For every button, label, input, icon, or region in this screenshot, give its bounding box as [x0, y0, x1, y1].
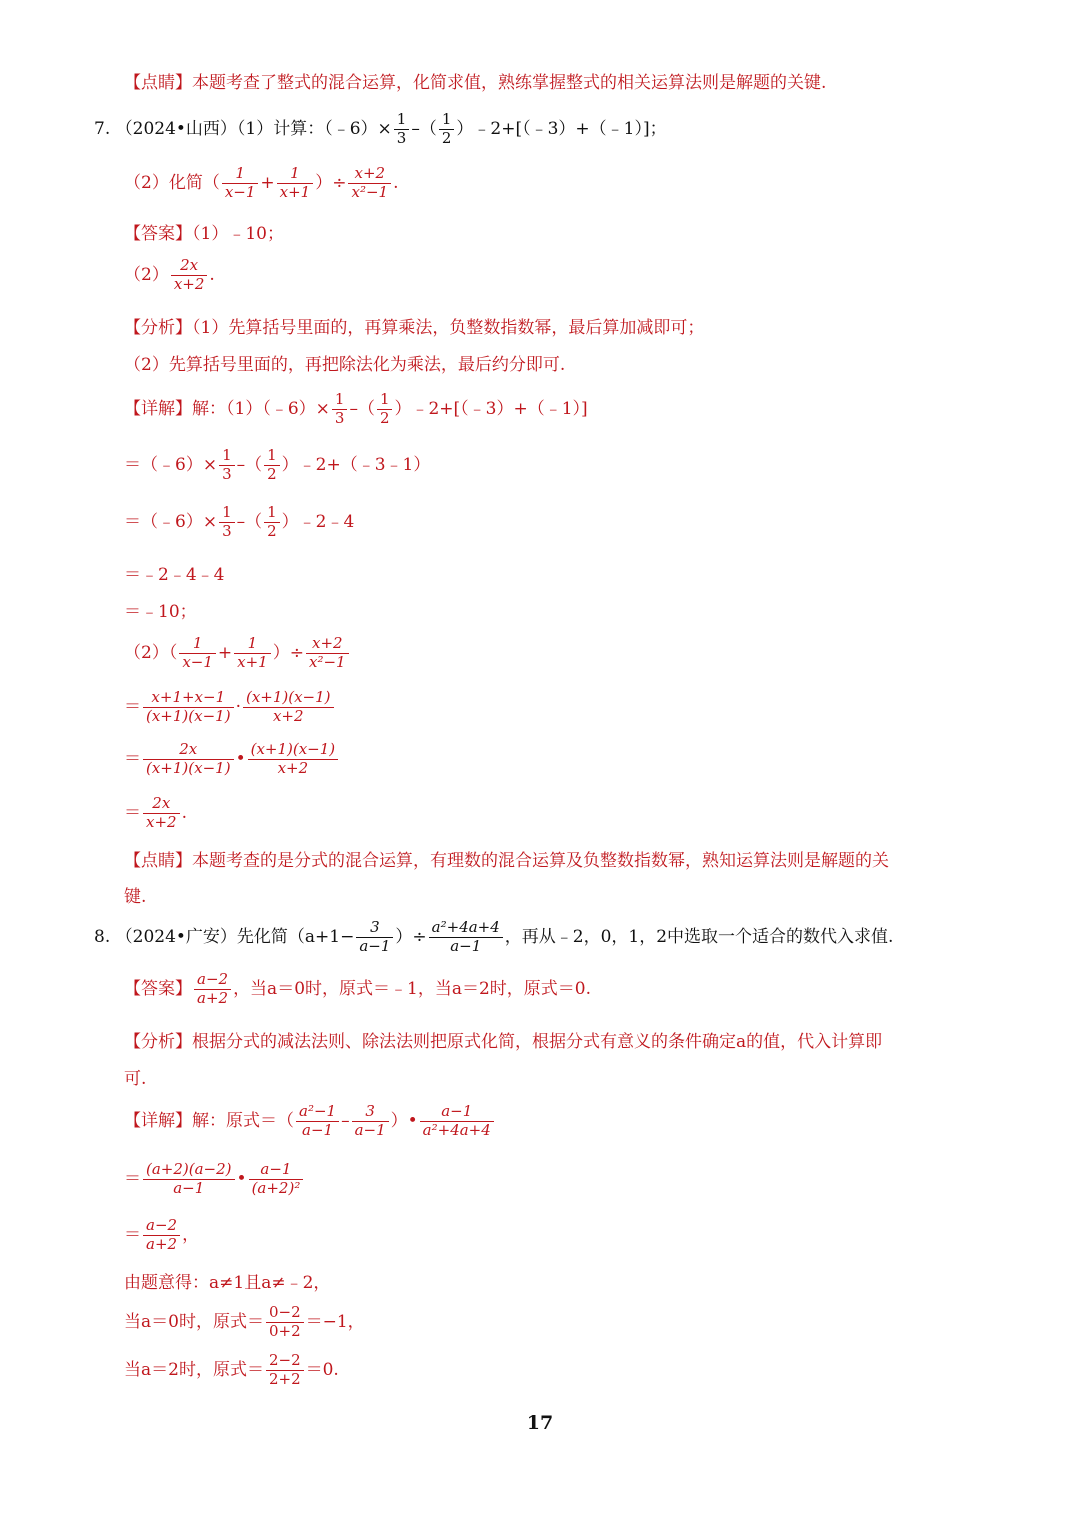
page-number: 17 — [526, 1412, 554, 1434]
answer-8: 【答案】 $\frac{a-2}{a+2}$ ，当a＝0时，原式＝﹣1，当a＝2时，原式＝0. — [124, 970, 591, 1007]
solution-7-part2-step4: ＝ $\frac{2x}{x+2}$ . — [124, 794, 187, 831]
fraction: $\frac{1}{3}$ — [394, 112, 410, 147]
solution-7-part2-step1: （2）（ $\frac{1}{x-1}$ + $\frac{1}{x+1}$ ）÷ $\frac{x+2}{\text{x²−1}}$ — [124, 636, 351, 671]
fraction: $\frac{1}{x+1}$ — [234, 636, 271, 671]
fraction: $\frac{\text{a²+4a+4}}{a-1}$ — [429, 920, 503, 955]
solution-7-step2: ＝（﹣6）× $\frac{1}{3}$ –（ $\frac{1}{2}$ ）﹣2+（﹣3﹣1） — [124, 446, 431, 483]
fraction: $\frac{a-2}{a+2}$ — [194, 972, 231, 1007]
fraction: $\frac{1}{x+1}$ — [277, 166, 314, 201]
analysis-8-line2: 可. — [124, 1069, 147, 1089]
solution-8-step2: ＝ $\frac{(a+2)(a-2)}{a-1}$ • $\frac{a-1}{\text{(a+2)²}}$ — [124, 1162, 305, 1197]
solution-7-step4: ＝﹣2﹣4﹣4 — [124, 565, 225, 585]
fraction: $\frac{1}{2}$ — [264, 505, 280, 540]
comment-q6: 【点睛】本题考查了整式的混合运算，化简求值，熟练掌握整式的相关运算法则是解题的关键. — [124, 73, 827, 93]
comment-q7-line2: 键. — [124, 887, 147, 907]
q7-head: 7. （2024•山西）（1）计算：（﹣6）× — [94, 118, 392, 139]
fraction: $\frac{1}{2}$ — [377, 392, 393, 427]
fraction: $\frac{2x}{x+2}$ — [171, 258, 208, 293]
fraction: $\frac{(a+2)(a-2)}{a-1}$ — [143, 1162, 235, 1197]
analysis-8-line1: 【分析】根据分式的减法法则、除法法则把原式化简，根据分式有意义的条件确定a的值，代入计算即 — [124, 1032, 883, 1052]
fraction: $\frac{1}{x-1}$ — [222, 166, 259, 201]
solution-7-step3: ＝（﹣6）× $\frac{1}{3}$ –（ $\frac{1}{2}$ ）﹣2﹣4 — [124, 503, 355, 540]
fraction: $\frac{2-2}{2+2}$ — [266, 1353, 304, 1388]
analysis-7-2: （2）先算括号里面的，再把除法化为乘法，最后约分即可. — [124, 355, 566, 375]
fraction: $\frac{x+2}{\text{x²−1}}$ — [306, 636, 349, 671]
fraction: $\frac{2x}{x+2}$ — [143, 796, 180, 831]
solution-7-step5: ＝﹣10； — [124, 602, 197, 622]
fraction: $\frac{1}{2}$ — [439, 112, 455, 147]
fraction: $\frac{1}{3}$ — [219, 505, 235, 540]
fraction: $\frac{1}{2}$ — [264, 448, 280, 483]
fraction: $\frac{1}{3}$ — [332, 392, 348, 427]
fraction: $\frac{a-1}{\text{(a+2)²}}$ — [249, 1162, 304, 1197]
comment-q7-line1: 【点睛】本题考查的是分式的混合运算，有理数的混合运算及负整数指数幂，熟知运算法则是解题的关 — [124, 851, 889, 871]
solution-8-a2: 当a＝2时，原式＝ $\frac{2-2}{2+2}$ ＝0. — [124, 1351, 339, 1388]
answer-7-1: 【答案】（1）﹣10； — [124, 224, 284, 244]
solution-7-step1: 【详解】解：（1）（﹣6）× $\frac{1}{3}$ –（ $\frac{1}{2}$ ）﹣2+[（﹣3）+（﹣1）] — [124, 390, 588, 427]
fraction: $\frac{2x}{(x+1)(x-1)}$ — [143, 742, 234, 777]
solution-7-part2-step3: ＝ $\frac{2x}{(x+1)(x-1)}$ • $\frac{(x+1)(x-1)}{x+2}$ — [124, 742, 340, 777]
question-7-part2: （2）化简（ $\frac{1}{x-1}$ + $\frac{1}{x+1}$ ）÷ $\frac{x+2}{\text{x²−1}}$ . — [124, 164, 399, 201]
fraction: $\frac{(x+1)(x-1)}{x+2}$ — [243, 690, 334, 725]
solution-8-a0: 当a＝0时，原式＝ $\frac{0-2}{0+2}$ ＝−1， — [124, 1303, 365, 1340]
fraction: $\frac{a-2}{a+2}$ — [143, 1218, 180, 1253]
fraction: $\frac{x+2}{\text{x²−1}}$ — [348, 166, 391, 201]
solution-8-step1: 【详解】解：原式＝（ $\frac{\text{a²−1}}{a-1}$ – $\frac{3}{a-1}$ ）• $\frac{a-1}{\text{a²+4a+4}}$ — [124, 1104, 496, 1139]
fraction: $\frac{0-2}{0+2}$ — [266, 1305, 304, 1340]
solution-7-part2-step2: ＝ $\frac{x+1+x-1}{(x+1)(x-1)}$ · $\frac{(x+1)(x-1)}{x+2}$ — [124, 690, 336, 725]
fraction: $\frac{a-1}{\text{a²+4a+4}}$ — [420, 1104, 494, 1139]
fraction: $\frac{3}{a-1}$ — [352, 1104, 389, 1139]
fraction: $\frac{(x+1)(x-1)}{x+2}$ — [248, 742, 339, 777]
fraction: $\frac{1}{3}$ — [219, 448, 235, 483]
question-7: 7. （2024•山西）（1）计算：（﹣6）× $\frac{1}{3}$ –（ $\frac{1}{2}$ ）﹣2+[（﹣3）+（﹣1）]； — [94, 110, 667, 147]
fraction: $\frac{\text{a²−1}}{a-1}$ — [296, 1104, 339, 1139]
solution-8-step3: ＝ $\frac{a-2}{a+2}$ ， — [124, 1216, 200, 1253]
answer-7-2: （2） $\frac{2x}{x+2}$ . — [124, 256, 215, 293]
fraction: $\frac{3}{a-1}$ — [356, 920, 393, 955]
fraction: $\frac{1}{x-1}$ — [179, 636, 216, 671]
fraction: $\frac{x+1+x-1}{(x+1)(x-1)}$ — [143, 690, 234, 725]
question-8: 8. （2024•广安）先化简（a+1− $\frac{3}{a-1}$ ）÷ $\frac{\text{a²+4a+4}}{a-1}$ ，再从﹣2，0，1，2中选取一个适合的数代入求值. — [94, 918, 894, 955]
solution-8-condition: 由题意得：a≠1且a≠﹣2， — [124, 1273, 331, 1293]
analysis-7-1: 【分析】（1）先算括号里面的，再算乘法，负整数指数幂，最后算加减即可； — [124, 318, 705, 338]
